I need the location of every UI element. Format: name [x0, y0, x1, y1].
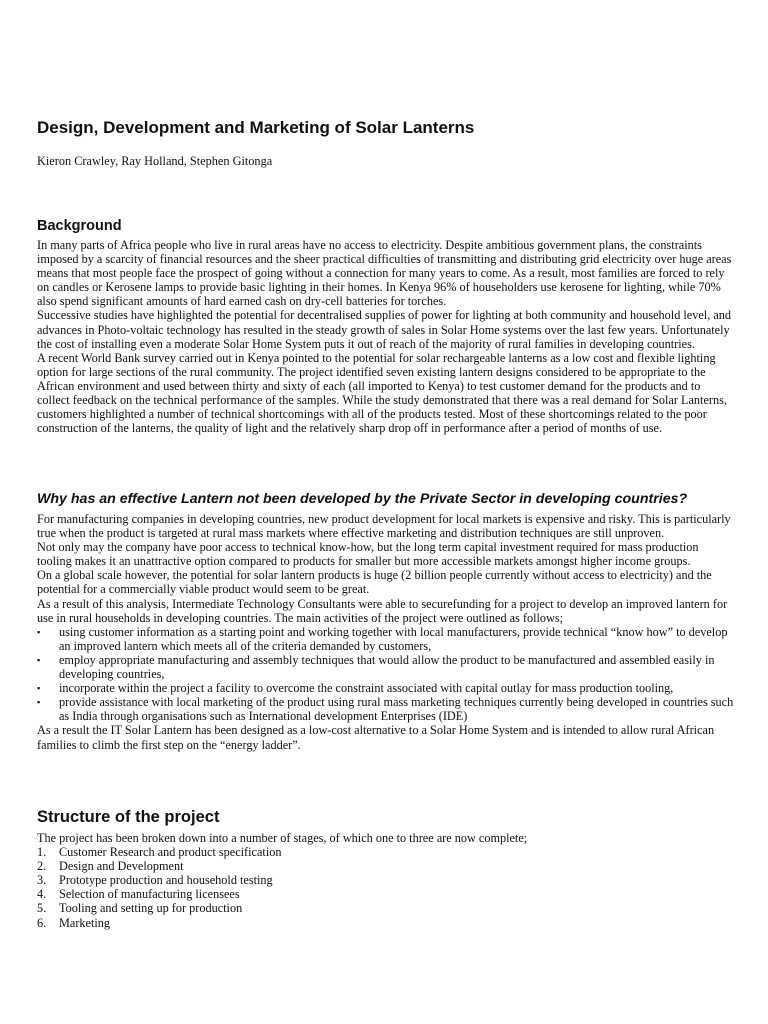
- structure-section: [37, 808, 734, 930]
- list-item: ▪ using customer information as a starting point and working together with local manufacturers, provide technical “know how” to develop an improved lantern which meets all of the criteria demanded by customers,: [37, 624, 728, 653]
- list-item: 5. Tooling and setting up for production: [37, 901, 243, 916]
- list-item: 1. Customer Research and product specification: [37, 845, 282, 860]
- list-item: ▪ provide assistance with local marketing of the product using rural mass marketing techniques currently being developed in countries such as India through organisations such as International development Enterprises (IDE): [37, 695, 734, 724]
- document-title: Design, Development and Marketing of Solar Lanterns: [37, 118, 475, 137]
- bullet-icon: ▪: [37, 683, 41, 694]
- structure-intro: The project has been broken down into a number of stages, of which one to three are now complete;: [37, 831, 528, 845]
- list-item: 6. Marketing: [37, 915, 111, 930]
- authors-line: Kieron Crawley, Ray Holland, Stephen Gitonga: [37, 154, 273, 168]
- list-item: ▪ incorporate within the project a facility to overcome the constraint associated with capital outlay for mass production tooling,: [37, 681, 674, 696]
- list-item: 2. Design and Development: [37, 859, 184, 874]
- activities-list: [37, 625, 734, 724]
- list-item: ▪ employ appropriate manufacturing and assembly techniques that would allow the product to be manufactured and assembled easily in developing countries,: [37, 652, 715, 682]
- why-section: [37, 490, 734, 752]
- list-item: 3. Prototype production and household testing: [37, 873, 273, 888]
- bullet-icon: ▪: [37, 697, 41, 708]
- project-stages-list: [37, 845, 734, 930]
- why-heading: Why has an effective Lantern not been developed by the Private Sector in developing countries?: [37, 491, 688, 507]
- why-paragraph-3: On a global scale however, the potential for solar lantern products is huge (2 billion people currently without access to electricity) and the potential for a commercially viable product would seem to be great.: [37, 568, 712, 597]
- bullet-icon: ▪: [37, 626, 41, 637]
- background-paragraph-3: A recent World Bank survey carried out in Kenya pointed to the potential for solar rechargeable lanterns as a low cost and flexible lighting option for large sections of the rural community. The project identified seven existing lantern designs considered to be appropriate to the African environment and used between thirty and sixty of each (all imported to Kenya) to test customer demand for the products and to collect feedback on the technical performance of the samples. While the study demonstrated that there was a real demand for Solar Lanterns, customers highlighted a number of technical shortcomings with all of the products tested. Most of these shortcomings related to the poor construction of the lanterns, the quality of light and the relatively sharp drop off in performance after a period of months of use.: [37, 350, 727, 436]
- background-section: [37, 218, 734, 435]
- background-heading: Background: [37, 218, 122, 234]
- bullet-icon: ▪: [37, 654, 41, 665]
- why-closing-paragraph: As a result the IT Solar Lantern has been designed as a low-cost alternative to a Solar Home System and is intended to allow rural African families to climb the first step on the “energy ladder”.: [37, 723, 715, 752]
- list-item: 4. Selection of manufacturing licensees: [37, 887, 240, 902]
- background-paragraph-2: Successive studies have highlighted the potential for decentralised supplies of power for lighting at both community and household level, and advances in Photo-voltaic technology has resulted in the steady growth of sales in Solar Home systems over the last few years. Unfortunately the cost of installing even a moderate Solar Home System puts it out of reach of the majority of rural families in developing countries.: [37, 308, 732, 351]
- why-paragraph-4: As a result of this analysis, Intermediate Technology Consultants were able to securefunding for a project to develop an improved lantern for use in rural households in developing countries. The main activities of the project were outlined as follows;: [37, 596, 728, 625]
- background-paragraph-1: In many parts of Africa people who live in rural areas have no access to electricity. Despite ambitious government plans, the constraints imposed by a scarcity of financial resources and the sheer practical difficulties of transmitting and distributing grid electricity over huge areas means that most people face the prospect of going without a connection for many years to come. As a result, most families are forced to rely on candles or Kerosene lamps to provide basic lighting in their homes. In Kenya 96% of householders use kerosene for lighting, while 70% also spend significant amounts of hard earned cash on dry-cell batteries for torches.: [37, 238, 732, 309]
- why-paragraph-2: Not only may the company have poor access to technical know-how, but the long term capital investment required for mass production tooling makes it an unattractive option compared to products for smaller but more accessible markets amongst higher income groups.: [37, 540, 699, 569]
- why-paragraph-1: For manufacturing companies in developing countries, new product development for local markets is expensive and risky. This is particularly true when the product is targeted at rural mass markets where effective marketing and distribution techniques are still unproven.: [37, 512, 731, 541]
- structure-heading: Structure of the project: [37, 808, 220, 826]
